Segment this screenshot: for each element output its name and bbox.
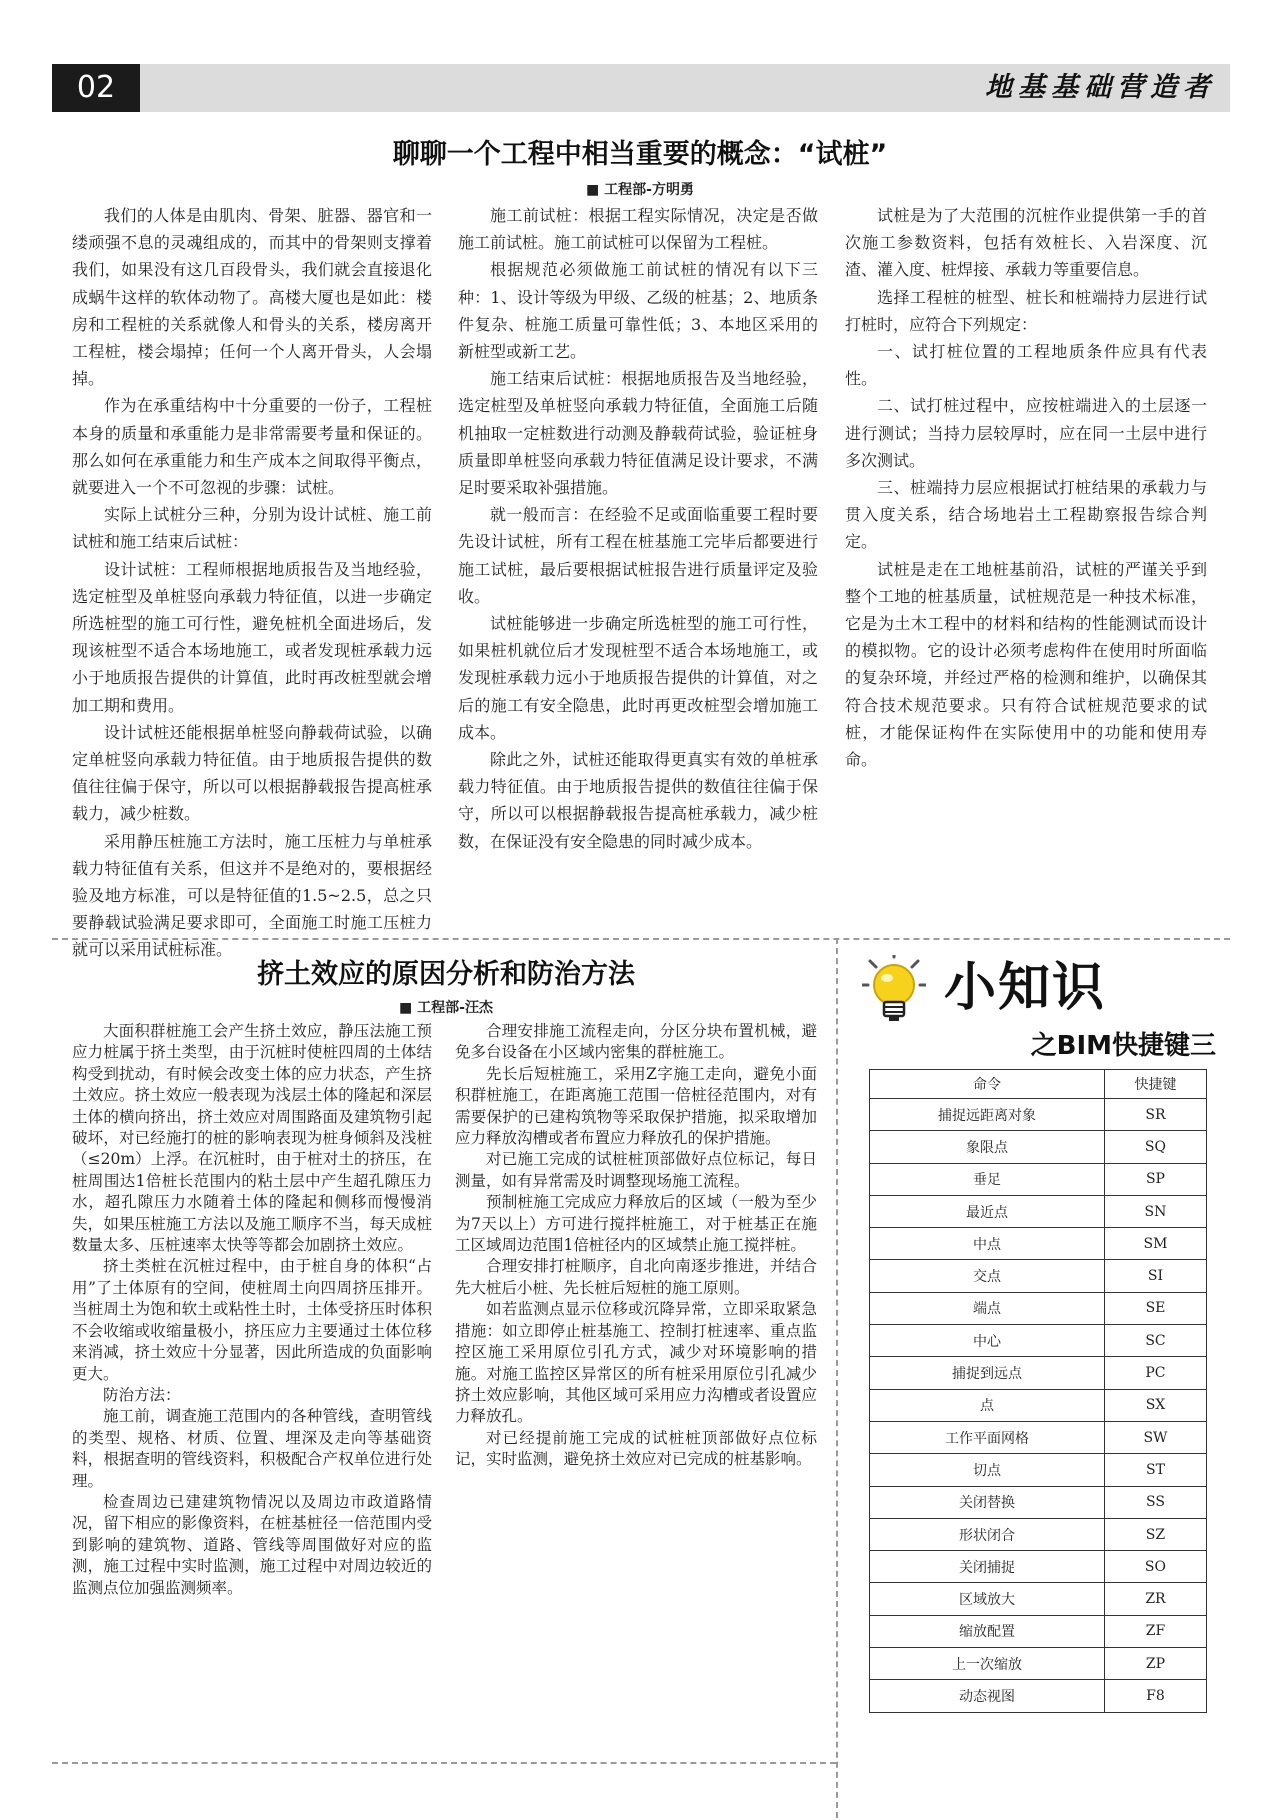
paragraph: 设计试桩：工程师根据地质报告及当地经验，选定桩型及单桩竖向承载力特征值，以进一步确定所选桩型的施工可行性，避免桩机全面进场后，发现该桩型不适合本场地施工，或者发现桩承载力远小于地质报告提供的计算值，此时再改桩型就会增加工期和费用。 [72,559,432,715]
command-cell: 象限点 [870,1131,1105,1163]
paragraph: 我们的人体是由肌肉、骨架、脏器、器官和一缕顽强不息的灵魂组成的，而其中的骨架则支撑着我们，如果没有这几百段骨头，我们就会直接退化成蜗牛这样的软体动物了。高楼大厦也是如此：楼房和工程桩的关系就像人和骨头的关系，楼房离开工程桩，楼会塌掉；任何一个人离开骨头，人会塌掉。 [72,206,432,389]
shortcut-cell: SM [1104,1228,1206,1260]
command-cell: 垂足 [870,1163,1105,1195]
paragraph: 试桩能够进一步确定所选桩型的施工可行性，如果桩机就位后才发现桩型不适合本场地施工，或发现桩承载力远小于地质报告提供的计算值，对之后的施工有安全隐患，此时再更改桩型会增加施工成本。 [458,614,818,742]
command-cell: 捕捉到远点 [870,1357,1105,1389]
paragraph: 对已经提前施工完成的试桩桩顶部做好点位标记，实时监测，避免挤土效应对已完成的桩基影响。 [455,1428,817,1469]
command-cell: 动态视图 [870,1680,1105,1712]
paragraph: 合理安排打桩顺序，自北向南逐步推进，并结合先大桩后小桩、先长桩后短桩的施工原则。 [455,1257,817,1297]
table-row [870,1163,1207,1195]
command-cell: 交点 [870,1260,1105,1292]
paragraph: 施工前试桩：根据工程实际情况，决定是否做施工前试桩。施工前试桩可以保留为工程桩。 [458,206,818,253]
paragraph: 检查周边已建建筑物情况以及周边市政道路情况，留下相应的影像资料，在桩基桩径一倍范围内受到影响的建筑物、道路、管线等周围做好对应的监测，施工过程中实时监测，施工过程中对周边较近的监测点位加强监测频率。 [72,1492,432,1597]
paragraph: 先长后短桩施工，采用Z字施工走向，避免小面积群桩施工，在距离施工范围一倍桩径范围内，对有需要保护的已建构筑物等采取保护措施，拟采取增加应力释放沟槽或者布置应力释放孔的保护措施。 [455,1064,817,1148]
command-cell: 形状闭合 [870,1518,1105,1550]
article2-column-1 [72,1021,432,1599]
table-row [870,1325,1207,1357]
paragraph: 如若监测点显示位移或沉降异常，立即采取紧急措施：如立即停止桩基施工、控制打桩速率、重点监控区施工采用原位引孔方式，减少对环境影响的措施。对施工监控区异常区的所有桩采用原位引孔减少挤土效应影响，其他区域可采用应力沟槽或者设置应力释放孔。 [455,1300,817,1426]
shortcut-cell: SP [1104,1163,1206,1195]
article1-title: 聊聊一个工程中相当重要的概念：“试桩” [392,139,888,170]
paragraph: 设计试桩还能根据单桩竖向静载荷试验，以确定单桩竖向承载力特征值。由于地质报告提供的数值往往偏于保守，所以可以根据静载报告提高桩承载力，减少桩数。 [72,722,432,824]
command-cell: 中心 [870,1325,1105,1357]
command-cell: 上一次缩放 [870,1648,1105,1680]
shortcut-cell: SI [1104,1260,1206,1292]
table-row [870,1615,1207,1647]
publication-name: 地基基础营造者 [985,72,1216,103]
shortcut-cell: SS [1104,1486,1206,1518]
table-row [870,1195,1207,1227]
table-row [870,1131,1207,1163]
command-cell: 关闭替换 [870,1486,1105,1518]
paragraph: 施工前，调查施工范围内的各种管线，查明管线的类型、规格、材质、位置、埋深及走向等基础资料，根据查明的管线资料，积极配合产权单位进行处理。 [72,1407,432,1490]
paragraph: 防治方法： [103,1385,181,1404]
table-row [870,1421,1207,1453]
bottom-divider [52,1762,836,1764]
paragraph: 合理安排施工流程走向，分区分块布置机械，避免多台设备在小区域内密集的群桩施工。 [455,1022,817,1062]
article2-byline: ■ 工程部-汪杰 [399,1000,493,1016]
paragraph: 施工结束后试桩：根据地质报告及当地经验，选定桩型及单桩竖向承载力特征值，全面施工后随机抽取一定桩数进行动测及静载荷试验，验证桩身质量即单桩竖向承载力特征值满足设计要求，不满足时要采取补强措施。 [458,369,818,498]
page-number: 02 [52,64,140,112]
table-row [870,1648,1207,1680]
table-row [870,1228,1207,1260]
table-row [870,1518,1207,1550]
paragraph: 作为在承重结构中十分重要的一份子，工程桩本身的质量和承重能力是非常需要考量和保证的。那么如何在承重能力和生产成本之间取得平衡点，就要进入一个不可忽视的步骤：试桩。 [72,396,432,498]
command-cell: 端点 [870,1292,1105,1324]
command-cell: 区域放大 [870,1583,1105,1615]
shortcut-cell: PC [1104,1357,1206,1389]
shortcut-cell: SX [1104,1389,1206,1421]
command-cell: 工作平面网格 [870,1421,1105,1453]
article2-column-2 [455,1021,817,1471]
column-divider [836,938,838,1818]
column-header: 命令 [870,1070,1105,1099]
command-cell: 最近点 [870,1195,1105,1227]
paragraph: 预制桩施工完成应力释放后的区域（一般为至少为7天以上）方可进行搅拌桩施工，对于桩基正在施工区域周边范围1倍桩径内的区域禁止施工搅拌桩。 [455,1193,817,1255]
shortcut-cell: SQ [1104,1131,1206,1163]
table-row [870,1099,1207,1131]
tips-title: 小知识 [944,958,1107,1018]
table-row [870,1486,1207,1518]
table-header-row [870,1070,1207,1099]
shortcut-cell: SE [1104,1292,1206,1324]
paragraph: 采用静压桩施工方法时，施工压桩力与单桩承载力特征值有关系，但这并不是绝对的，要根据经验及地方标准，可以是特征值的1.5~2.5，总之只要静载试验满足要求即可，全面施工时施工压桩力就可以采用试桩标准。 [72,831,432,960]
shortcut-cell: SW [1104,1421,1206,1453]
paragraph: 三、桩端持力层应根据试打桩结果的承载力与贯入度关系，结合场地岩土工程勘察报告综合判定。 [845,478,1207,552]
paragraph: 试桩是为了大范围的沉桩作业提供第一手的首次施工参数资料，包括有效桩长、入岩深度、沉渣、灌入度、桩焊接、承载力等重要信息。 [845,206,1207,280]
tips-subtitle: 之BIM快捷键三 [1030,1031,1216,1061]
shortcut-cell: F8 [1104,1680,1206,1712]
article1-byline: ■ 工程部-方明勇 [586,182,694,198]
table-row [870,1292,1207,1324]
shortcut-cell: SZ [1104,1518,1206,1550]
shortcut-cell: SN [1104,1195,1206,1227]
column-header: 快捷键 [1104,1070,1206,1099]
table-row [870,1260,1207,1292]
command-cell: 缩放配置 [870,1615,1105,1647]
paragraph: 选择工程桩的桩型、桩长和桩端持力层进行试打桩时，应符合下列规定： [845,287,1207,334]
paragraph: 就一般而言：在经验不足或面临重要工程时要先设计试桩，所有工程在桩基施工完毕后都要进行施工试桩，最后要根据试桩报告进行质量评定及验收。 [458,505,818,606]
paragraph: 二、试打桩过程中，应按桩端进入的土层逐一进行测试；当持力层较厚时，应在同一土层中进行多次测试。 [845,396,1207,470]
paragraph: 大面积群桩施工会产生挤土效应，静压法施工预应力桩属于挤土类型，由于沉桩时使桩四周的土体结构受到扰动，有时候会改变土体的应力状态，产生挤土效应。挤土效应一般表现为浅层土体的隆起和深层土体的横向挤出，挤土效应对周围路面及建筑物引起破坏，对已经施打的桩的影响表现为桩身倾斜及浅桩（≤20m）上浮。在沉桩时，由于桩对土的挤压，在桩周围达1倍桩长范围内的粘土层中产生超孔隙压力水，超孔隙压力水随着土体的隆起和侧移而慢慢消失，如果压桩施工方法以及施工顺序不当，每天成桩数量太多、压桩速率太快等等都会加剧挤土效应。 [72,1022,432,1255]
article2-title: 挤土效应的原因分析和防治方法 [257,959,635,990]
command-cell: 点 [870,1389,1105,1421]
paragraph: 试桩是走在工地桩基前沿，试桩的严谨关乎到整个工地的桩基质量，试桩规范是一种技术标准，它是为土木工程中的材料和结构的性能测试而设计的模拟物。它的设计必须考虑构件在使用时所面临的复杂环境，并经过严格的检测和维护，以确保其符合技术规范要求。只有符合试桩规范要求的试桩，才能保证构件在实际使用中的功能和使用寿命。 [845,559,1207,770]
paragraph: 根据规范必须做施工前试桩的情况有以下三种：1、设计等级为甲级、乙级的桩基；2、地质条件复杂、桩施工质量可靠性低；3、本地区采用的新桩型或新工艺。 [458,260,818,362]
table-row [870,1454,1207,1486]
article1-column-3 [845,202,1207,773]
shortcut-cell: ZP [1104,1648,1206,1680]
shortcut-table [869,1069,1207,1713]
article1-column-1 [72,202,432,964]
table-row [870,1680,1207,1712]
command-cell: 中点 [870,1228,1105,1260]
section-divider [52,938,1230,940]
article1-column-2 [458,202,818,855]
table-row [870,1389,1207,1421]
lightbulb-icon [862,955,926,1027]
paragraph: 实际上试桩分三种，分别为设计试桩、施工前试桩和施工结束后试桩： [72,505,432,552]
shortcut-cell: SC [1104,1325,1206,1357]
shortcut-cell: SR [1104,1099,1206,1131]
command-cell: 切点 [870,1454,1105,1486]
command-cell: 捕捉远距离对象 [870,1099,1105,1131]
shortcut-cell: ZR [1104,1583,1206,1615]
shortcut-cell: SO [1104,1551,1206,1583]
table-row [870,1583,1207,1615]
paragraph: 挤土类桩在沉桩过程中，由于桩自身的体积“占用”了土体原有的空间，使桩周土向四周挤压排开。当桩周土为饱和软土或粘性土时，土体受挤压时体积不会收缩或收缩量极小，挤压应力主要通过土体位移来消减，挤土效应十分显著，因此所造成的负面影响更大。 [72,1257,432,1383]
paragraph: 对已施工完成的试桩桩顶部做好点位标记，每日测量，如有异常需及时调整现场施工流程。 [455,1150,817,1190]
table-row [870,1357,1207,1389]
paragraph: 一、试打桩位置的工程地质条件应具有代表性。 [845,342,1207,389]
table-row [870,1551,1207,1583]
command-cell: 关闭捕捉 [870,1551,1105,1583]
shortcut-cell: ST [1104,1454,1206,1486]
paragraph: 除此之外，试桩还能取得更真实有效的单桩承载力特征值。由于地质报告提供的数值往往偏于保守，所以可以根据静载报告提高桩承载力，减少桩数，在保证没有安全隐患的同时减少成本。 [458,750,818,851]
shortcut-cell: ZF [1104,1615,1206,1647]
